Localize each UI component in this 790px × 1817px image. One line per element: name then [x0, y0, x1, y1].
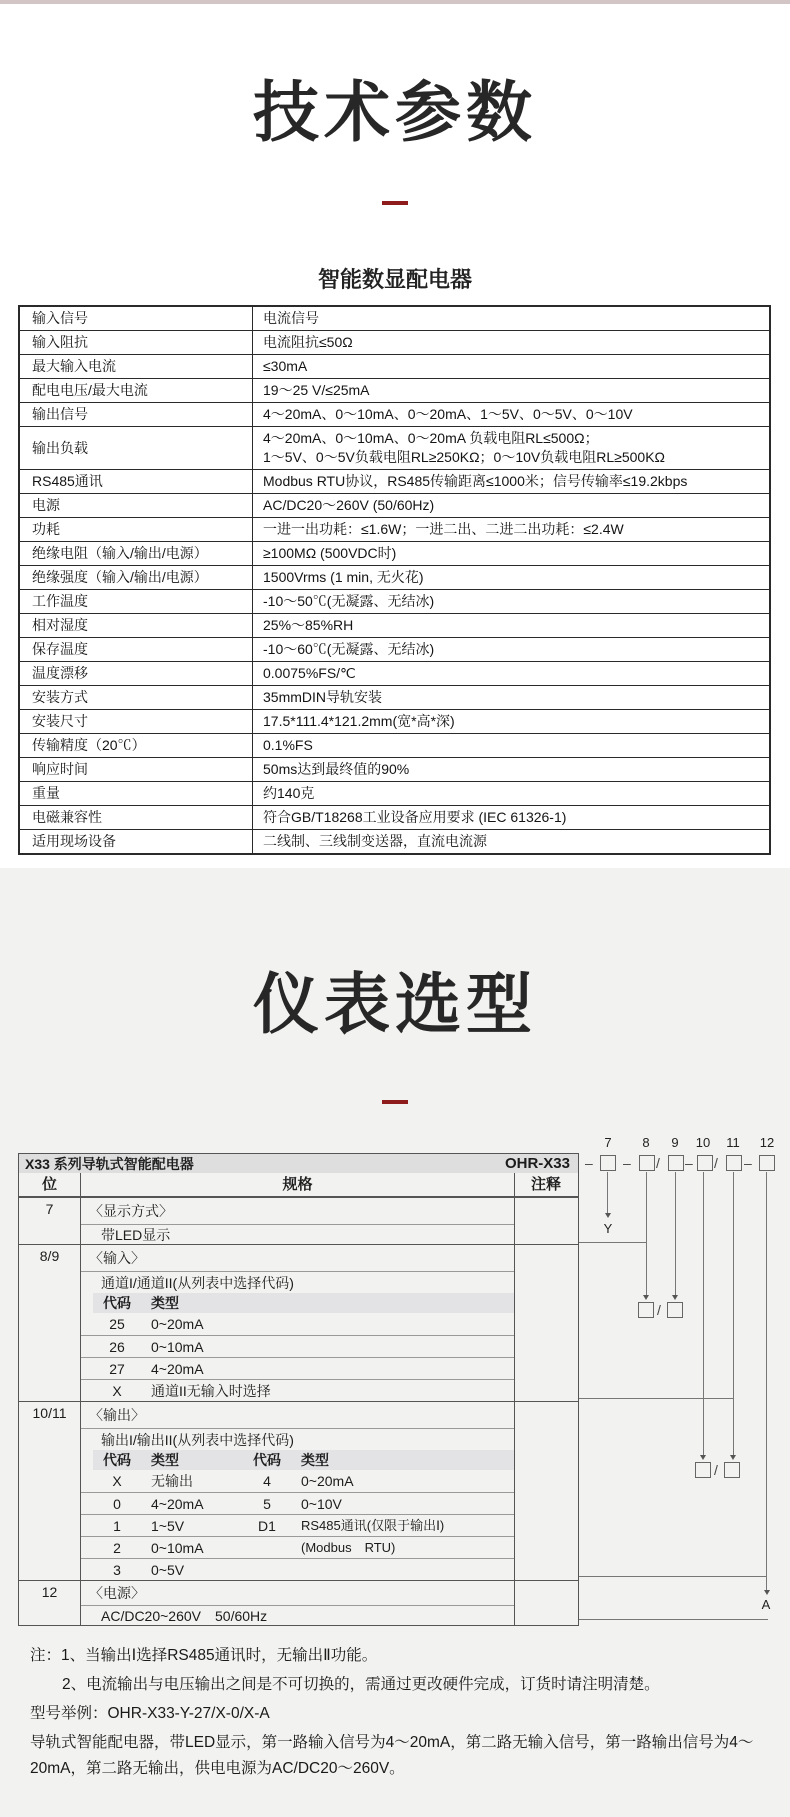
- section-title: 〈显示方式〉: [89, 1203, 173, 1219]
- table-row: 输入阻抗 电流阻抗≤50Ω: [19, 331, 770, 355]
- table-row: 绝缘强度（输入/输出/电源） 1500Vrms (1 min, 无火花): [19, 566, 770, 590]
- digit-label-7: 7: [604, 1135, 612, 1150]
- option-row: 3 0~5V: [81, 1558, 514, 1580]
- code-box-12: [759, 1155, 775, 1171]
- input-code-box-9: [667, 1302, 683, 1318]
- note-cell: [514, 1402, 577, 1580]
- code-box-10: [697, 1155, 713, 1171]
- footnotes: [30, 1643, 768, 1785]
- option-row: 带LED显示: [81, 1224, 514, 1244]
- section-title-model-selection: 仪表选型: [253, 967, 537, 1041]
- model-prefix: OHR-X33: [504, 1155, 570, 1172]
- code-type-header: 代码 类型 代码 类型: [93, 1450, 514, 1470]
- table-row: 配电电压/最大电流 19～25 V/≤25mA: [19, 379, 770, 403]
- note-1: 注：1、当输出Ⅰ选择RS485通讯时，无输出Ⅱ功能。: [30, 1647, 378, 1664]
- code-separator: –: [744, 1155, 752, 1171]
- arrow-down-icon: [643, 1295, 649, 1300]
- table-row: 绝缘电阻（输入/输出/电源） ≥100MΩ (500VDC时): [19, 542, 770, 566]
- top-accent-strip: [0, 0, 790, 4]
- code-box-11: [726, 1155, 742, 1171]
- arrow-down-icon: [764, 1590, 770, 1595]
- option-row: X 无输出 4 0~20mA: [112, 1473, 354, 1489]
- section-input: 8/9 〈输入〉 通道I/通道II(从列表中选择代码) 代码 类型 25 0~20mA 26 0~10mA 27 4~20mA X 通道II无输入时选择: [19, 1244, 578, 1401]
- connector-line-1011: [579, 1576, 767, 1577]
- digit-label-12: 12: [759, 1135, 775, 1150]
- table-row: 安装尺寸 17.5*111.4*121.2mm(宽*高*深): [19, 710, 770, 734]
- connector-line-7: [579, 1242, 647, 1243]
- drop-line-12: [766, 1172, 767, 1590]
- value-line-1: 4～20mA、0～10mA、0～20mA 负载电阻RL≤500Ω；: [263, 430, 599, 446]
- col-header-note: 注释: [514, 1173, 577, 1196]
- table-row: 输出信号 4～20mA、0～10mA、0～20mA、1～5V、0～5V、0～10V: [19, 403, 770, 427]
- arrow-down-icon: [700, 1455, 706, 1460]
- option-row: 0 4~20mA 5 0~10V: [81, 1492, 514, 1514]
- note-cell: [514, 1245, 577, 1401]
- col-header-pos: 位: [19, 1173, 81, 1196]
- pair-slash: /: [714, 1462, 718, 1478]
- output-code-box-11: [724, 1462, 740, 1478]
- output-code-box-10: [695, 1462, 711, 1478]
- spec-table: [18, 305, 771, 855]
- option-row: 1 1~5V D1 RS485通讯(仅限于输出Ⅰ): [81, 1514, 514, 1536]
- section-title: 〈输入〉: [89, 1250, 145, 1266]
- note-2: 2、电流输出与电压输出之间是不可切换的，需通过更改硬件完成，订货时请注明清楚。: [62, 1676, 660, 1693]
- section-power: 12 〈电源〉 AC/DC20~260V 50/60Hz: [19, 1580, 578, 1625]
- option-row: AC/DC20~260V 50/60Hz: [81, 1605, 514, 1625]
- option-row: 25 0~20mA: [109, 1316, 204, 1332]
- table-row: 电磁兼容性 符合GB/T18268工业设备应用要求 (IEC 61326-1): [19, 806, 770, 830]
- input-code-box-8: [638, 1302, 654, 1318]
- table-row: 输入信号 电流信号: [19, 306, 770, 331]
- value-line-2: 1～5V、0～5V负载电阻RL≥250KΩ；0～10V负载电阻RL≥500KΩ: [263, 449, 666, 465]
- table-row: 功耗 一进一出功耗：≤1.6W；一进二出、二进二出功耗：≤2.4W: [19, 518, 770, 542]
- series-title: X33 系列导轨式智能配电器: [25, 1155, 194, 1172]
- drop-line-8: [646, 1172, 647, 1295]
- spec-table-subtitle: 智能数显配电器: [317, 267, 472, 292]
- model-example-description: 导轨式智能配电器，带LED显示，第一路输入信号为4～20mA，第二路无输入信号，第一路输出信号为4～20mA，第二路无输出，供电电源为AC/DC20～260V。: [30, 1734, 754, 1777]
- table-row: RS485通讯 Modbus RTU协议，RS485传输距离≤1000米；信号传输率≤19.2kbps: [19, 470, 770, 494]
- digit-label-10: 10: [695, 1135, 711, 1150]
- code-type-header: 代码 类型: [93, 1293, 514, 1313]
- drop-line-11: [733, 1172, 734, 1455]
- table-row: 传输精度（20℃） 0.1%FS: [19, 734, 770, 758]
- arrow-down-icon: [672, 1295, 678, 1300]
- selection-table-header: [19, 1173, 578, 1197]
- note-cell: [514, 1581, 577, 1625]
- connector-line-89: [579, 1398, 733, 1399]
- code-box-8: [639, 1155, 655, 1171]
- col-header-spec: 规格: [282, 1176, 313, 1193]
- arrow-down-icon: [605, 1213, 611, 1218]
- code-value-display: Y: [603, 1221, 613, 1236]
- section-subtitle: 输出I/输出II(从列表中选择代码): [81, 1428, 514, 1450]
- table-row: 重量 约140克: [19, 782, 770, 806]
- digit-label-8: 8: [642, 1135, 650, 1150]
- option-row: 26 0~10mA: [81, 1335, 514, 1357]
- model-selection-table: [18, 1153, 579, 1626]
- model-example: 型号举例：OHR-X33-Y-27/X-0/X-A: [30, 1705, 270, 1722]
- code-box-9: [668, 1155, 684, 1171]
- table-row: 输出负载 4～20mA、0～10mA、0～20mA 负载电阻RL≤500Ω； 1～5V、0～5V负载电阻RL≥250KΩ；0～10V负载电阻RL≥500KΩ: [19, 427, 770, 470]
- drop-line-10: [703, 1172, 704, 1455]
- option-row: 27 4~20mA: [81, 1357, 514, 1379]
- table-row: 电源 AC/DC20～260V (50/60Hz): [19, 494, 770, 518]
- title-divider-dash: [382, 201, 408, 205]
- section-output: 10/11 〈输出〉 输出I/输出II(从列表中选择代码) 代码 类型 代码 类型 X 无输出 4 0~20mA 0 4~20mA 5 0~10V 1 1~5V D1 RS485通讯(仅限于输出Ⅰ) 2 0~10mA (Modbus RTU) 3 0~5V: [19, 1401, 578, 1580]
- option-row: 2 0~10mA (Modbus RTU): [81, 1536, 514, 1558]
- section-title: 〈输出〉: [89, 1407, 145, 1423]
- code-separator: /: [656, 1155, 660, 1171]
- digit-label-9: 9: [671, 1135, 679, 1150]
- power-code-display: A: [761, 1597, 771, 1612]
- table-row: 保存温度 -10～60℃(无凝露、无结冰): [19, 638, 770, 662]
- table-row: 适用现场设备 二线制、三线制变送器，直流电流源: [19, 830, 770, 855]
- code-separator: /: [714, 1155, 718, 1171]
- note-cell: [514, 1198, 577, 1244]
- table-row: 工作温度 -10～50℃(无凝露、无结冰): [19, 590, 770, 614]
- arrow-down-icon: [730, 1455, 736, 1460]
- table-row: 相对湿度 25%～85%RH: [19, 614, 770, 638]
- option-row: X 通道II无输入时选择: [81, 1379, 514, 1401]
- title-divider-dash-2: [382, 1100, 408, 1104]
- section-display-mode: 7 〈显示方式〉 带LED显示: [19, 1197, 578, 1244]
- table-row: 温度漂移 0.0075%FS/℃: [19, 662, 770, 686]
- table-row: 响应时间 50ms达到最终值的90%: [19, 758, 770, 782]
- digit-label-11: 11: [726, 1135, 740, 1150]
- selection-table-titlebar: [19, 1154, 578, 1173]
- drop-line-9: [675, 1172, 676, 1295]
- section-subtitle: 通道I/通道II(从列表中选择代码): [81, 1271, 514, 1293]
- code-box-7: [600, 1155, 616, 1171]
- code-separator: –: [685, 1155, 693, 1171]
- bottom-extension-line: [579, 1619, 768, 1620]
- section-title: 〈电源〉: [89, 1585, 145, 1601]
- table-row: 安装方式 35mmDIN导轨安装: [19, 686, 770, 710]
- table-row: 最大输入电流 ≤30mA: [19, 355, 770, 379]
- section-title-tech-params: 技术参数: [253, 75, 537, 149]
- code-separator: –: [623, 1155, 631, 1171]
- code-separator: –: [585, 1155, 593, 1171]
- pair-slash: /: [657, 1302, 661, 1318]
- drop-line-7: [607, 1172, 608, 1213]
